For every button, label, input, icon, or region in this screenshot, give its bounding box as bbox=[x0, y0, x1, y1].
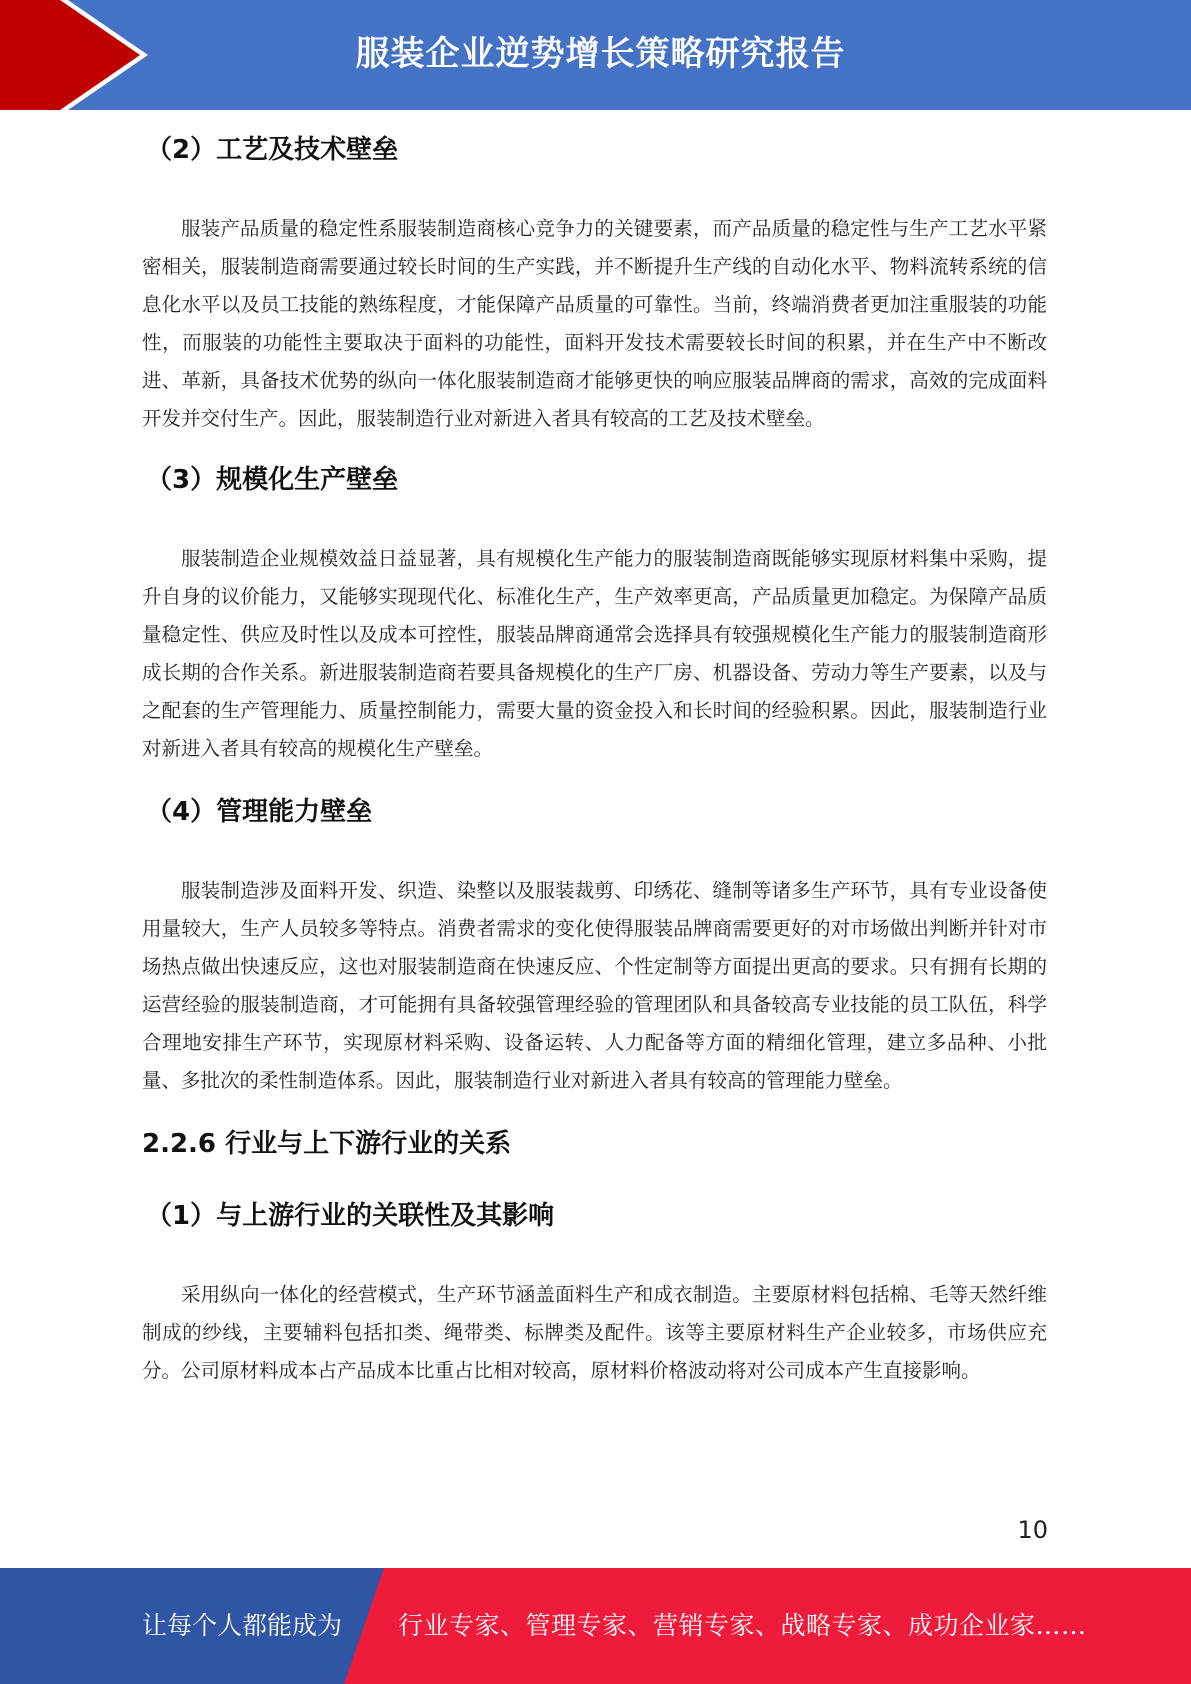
page-number: 10 bbox=[1017, 1516, 1048, 1544]
page-header bbox=[0, 0, 1191, 110]
sub-heading-upstream: （1）与上游行业的关联性及其影响 bbox=[146, 1201, 555, 1231]
paragraph-management-barrier: 服装制造涉及面料开发、织造、染整以及服装裁剪、印绣花、缝制等诸多生产环节，具有专业设备使用量较大，生产人员较多等特点。消费者需求的变化使得服装品牌商需要更好的对市场做出判断并针对市场热点做出快速反应，这也对服装制造商在快速反应、个性定制等方面提出更高的要求。只有拥有长期的运营经验的服装制造商，才可能拥有具备较强管理经验的管理团队和具备较高专业技能的员工队伍，科学合理地安排生产环节，实现原材料采购、设备运转、人力配备等方面的精细化管理，建立多品种、小批量、多批次的柔性制造体系。因此，服装制造行业对新进入者具有较高的管理能力壁垒。 bbox=[142, 879, 1047, 1092]
paragraph-craft-barrier: 服装产品质量的稳定性系服装制造商核心竞争力的关键要素，而产品质量的稳定性与生产工艺水平紧密相关，服装制造商需要通过较长时间的生产实践，并不断提升生产线的自动化水平、物料流转系统的信息化水平以及员工技能的熟练程度，才能保障产品质量的可靠性。当前，终端消费者更加注重服装的功能性，而服装的功能性主要取决于面料的功能性，面料开发技术需要较长时间的积累，并在生产中不断改进、革新，具备技术优势的纵向一体化服装制造商才能够更快的响应服装品牌商的需求，高效的完成面料开发并交付生产。因此，服装制造行业对新进入者具有较高的工艺及技术壁垒。 bbox=[142, 217, 1047, 430]
footer-slogan-left: 让每个人都能成为 bbox=[142, 1611, 343, 1640]
section-heading-scale-barrier: （3）规模化生产壁垒 bbox=[146, 465, 399, 495]
section-heading-management-barrier: （4）管理能力壁垒 bbox=[146, 797, 373, 827]
document-body bbox=[142, 118, 1047, 1390]
page-footer bbox=[0, 1568, 1191, 1684]
paragraph-upstream: 采用纵向一体化的经营模式，生产环节涵盖面料生产和成衣制造。主要原材料包括棉、毛等天然纤维制成的纱线，主要辅料包括扣类、绳带类、标牌类及配件。该等主要原材料生产企业较多，市场供应充分。公司原材料成本占产品成本比重占比相对较高，原材料价格波动将对公司成本产生直接影响。 bbox=[142, 1283, 1047, 1382]
section-heading-craft-barrier: （2）工艺及技术壁垒 bbox=[146, 135, 399, 165]
footer-slogan-right: 行业专家、管理专家、营销专家、战略专家、成功企业家…… bbox=[398, 1611, 1087, 1640]
section-heading-226: 2.2.6 行业与上下游行业的关系 bbox=[142, 1129, 512, 1159]
paragraph-scale-barrier: 服装制造企业规模效益日益显著，具有规模化生产能力的服装制造商既能够实现原材料集中采购，提升自身的议价能力，又能够实现现代化、标准化生产，生产效率更高，产品质量更加稳定。为保障产品质量稳定性、供应及时性以及成本可控性，服装品牌商通常会选择具有较强规模化生产能力的服装制造商形成长期的合作关系。新进服装制造商若要具备规模化的生产厂房、机器设备、劳动力等生产要素，以及与之配套的生产管理能力、质量控制能力，需要大量的资金投入和长时间的经验积累。因此，服装制造行业对新进入者具有较高的规模化生产壁垒。 bbox=[142, 547, 1047, 760]
report-title: 服装企业逆势增长策略研究报告 bbox=[355, 34, 846, 74]
